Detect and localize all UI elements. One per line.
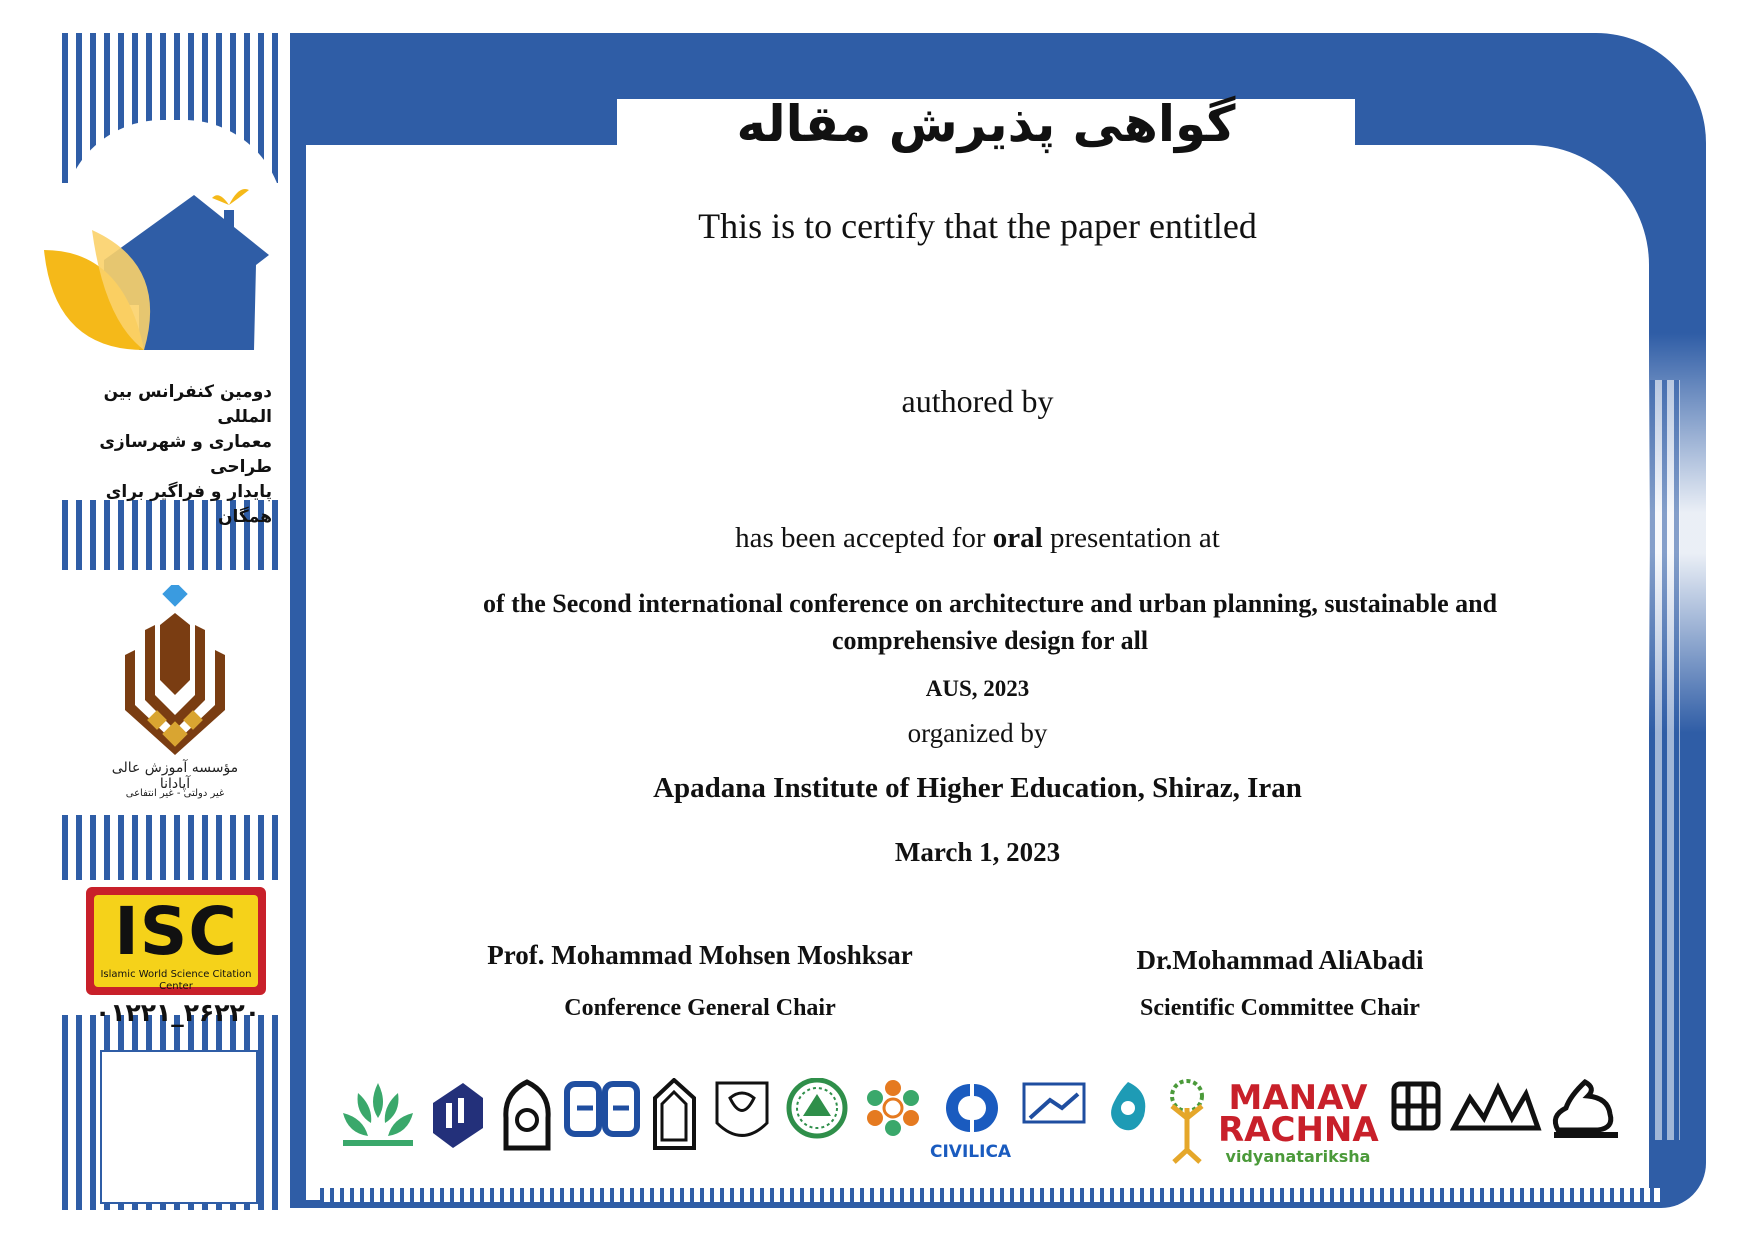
apadana-institute-logo xyxy=(110,585,240,755)
manav-line-2: RACHNA xyxy=(1218,1110,1379,1150)
conference-name-fa xyxy=(62,380,272,530)
sponsor-logo-7 xyxy=(783,1078,851,1166)
acceptance-line xyxy=(306,522,1649,555)
organizer-name: Apadana Institute of Higher Education, Shiraz, Iran xyxy=(653,772,1302,804)
conference-name-line-3: پایدار و فراگیر برای همگان xyxy=(105,482,272,527)
conference-name-line-2: معماری و شهرسازی طراحی xyxy=(99,432,272,477)
manav-line-1: MANAV xyxy=(1228,1078,1368,1118)
conference-title: of the Second international conference on architecture and urban planning, sustainable and comprehensive design for all xyxy=(482,589,1498,655)
sponsor-logo-16 xyxy=(1548,1078,1623,1166)
conference-house-logo xyxy=(44,180,274,360)
sponsor-logo-2 xyxy=(428,1078,488,1166)
sponsor-logo-12 xyxy=(1160,1078,1214,1166)
isc-logo xyxy=(86,887,266,995)
sponsor-logo-15 xyxy=(1450,1078,1542,1166)
acceptance-suffix: presentation at xyxy=(1042,522,1220,554)
sprout-icon xyxy=(212,189,249,205)
signature-2-role: Scientific Committee Chair xyxy=(1140,995,1420,1021)
civilica-icon xyxy=(930,1078,1008,1138)
sponsor-logo-manav-rachna xyxy=(1218,1078,1379,1168)
isc-logo-inner xyxy=(94,893,258,992)
conference-code: AUS, 2023 xyxy=(925,676,1030,701)
signature-2-name: Dr.Mohammad AliAbadi xyxy=(1136,945,1424,975)
certificate-title-fa: گواهی پذیرش مقاله xyxy=(736,95,1236,153)
sponsor-logo-1 xyxy=(333,1078,423,1166)
apadana-name-fa: مؤسسه آموزش عالی آپادانا xyxy=(111,760,239,792)
sponsor-logo-10 xyxy=(1020,1078,1088,1166)
sponsor-logo-14 xyxy=(1388,1078,1444,1166)
certify-line: This is to certify that the paper entitled xyxy=(698,206,1257,246)
sponsor-logo-4 xyxy=(563,1078,643,1166)
presentation-type: oral xyxy=(992,522,1043,554)
signature-1-name: Prof. Mohammad Mohsen Moshksar xyxy=(487,940,913,970)
manav-line-3: vidyanatariksha xyxy=(1225,1147,1371,1166)
certificate-body xyxy=(306,145,1649,1200)
right-edge-stripes xyxy=(1650,380,1680,1140)
sponsor-logo-8 xyxy=(862,1078,924,1166)
sponsor-logo-5 xyxy=(652,1078,697,1166)
civilica-label: CIVILICA xyxy=(930,1142,1012,1162)
sponsor-logo-3 xyxy=(500,1078,555,1166)
qr-code-box xyxy=(100,1050,258,1204)
bottom-edge-stripes xyxy=(320,1188,1660,1202)
isc-logo-subtitle: Islamic World Science Citation Center xyxy=(100,969,252,992)
sponsor-logo-6 xyxy=(712,1078,772,1166)
isc-logo-text: ISC xyxy=(114,893,238,970)
sponsor-logo-11 xyxy=(1100,1078,1156,1166)
acceptance-prefix: has been accepted for xyxy=(735,522,993,554)
sponsor-logo-civilica xyxy=(930,1078,1012,1166)
authored-by-line: authored by xyxy=(901,383,1054,419)
organized-by-line: organized by xyxy=(907,718,1048,748)
isc-code: ۰۱۲۲۱_۲۶۲۲۰ xyxy=(94,998,261,1027)
signature-1-role: Conference General Chair xyxy=(564,995,836,1021)
left-stripes-lower xyxy=(62,815,284,880)
conference-date: March 1, 2023 xyxy=(894,837,1061,867)
apadana-subtitle-fa: غیر دولتی - غیر انتفاعی xyxy=(125,788,225,799)
conference-name-line-1: دومین کنفرانس بین المللی xyxy=(103,382,272,427)
